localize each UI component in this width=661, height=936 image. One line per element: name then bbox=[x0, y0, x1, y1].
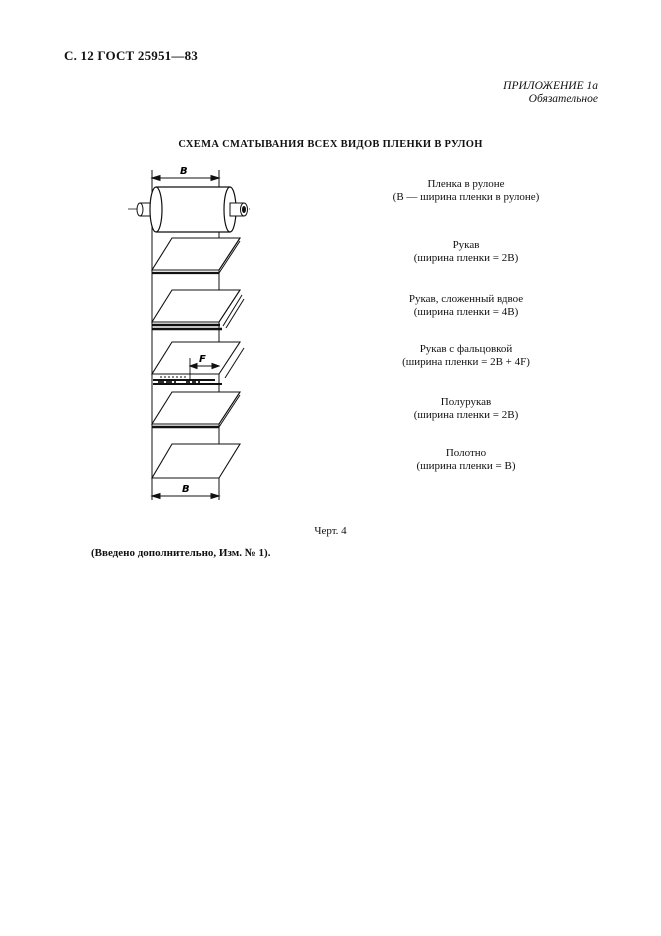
caption-sleeve-name: Рукав bbox=[452, 239, 480, 251]
page-header: С. 12 ГОСТ 25951—83 bbox=[64, 48, 198, 63]
sleeve-icon bbox=[152, 238, 240, 273]
caption-half-sleeve bbox=[346, 396, 586, 421]
caption-gusset-sleeve bbox=[346, 343, 586, 368]
caption-sleeve-detail: (ширина пленки = 2B) bbox=[413, 251, 519, 264]
caption-sheet-name: Полотно bbox=[445, 447, 487, 459]
scheme-title: СХЕМА СМАТЫВАНИЯ ВСЕХ ВИДОВ ПЛЕНКИ В РУЛОН bbox=[178, 139, 483, 150]
sleeve-folded-icon bbox=[152, 290, 244, 329]
sheet-icon bbox=[152, 444, 240, 478]
caption-sleeve-folded bbox=[346, 293, 586, 318]
caption-sleeve-folded-detail: (ширина пленки = 4B) bbox=[413, 305, 519, 318]
dimension-label-bottom: B bbox=[182, 484, 190, 495]
appendix-status: Обязательное bbox=[528, 93, 598, 105]
caption-roll-name: Пленка в рулоне bbox=[427, 178, 505, 190]
caption-sleeve bbox=[346, 239, 586, 264]
dimension-label-fold: F bbox=[199, 354, 206, 365]
caption-gusset-sleeve-name: Рукав с фальцовкой bbox=[419, 343, 513, 355]
dimension-label-top: B bbox=[180, 166, 188, 177]
caption-roll-detail: (B — ширина пленки в рулоне) bbox=[392, 190, 540, 203]
appendix-title: ПРИЛОЖЕНИЕ 1а bbox=[503, 80, 598, 92]
amendment-note: (Введено дополнительно, Изм. № 1). bbox=[91, 547, 271, 559]
caption-roll bbox=[346, 178, 586, 203]
caption-half-sleeve-detail: (ширина пленки = 2B) bbox=[413, 408, 519, 421]
caption-sheet-detail: (ширина пленки = B) bbox=[416, 459, 516, 472]
half-sleeve-icon bbox=[152, 392, 240, 427]
caption-sleeve-folded-name: Рукав, сложенный вдвое bbox=[408, 293, 524, 305]
figure-caption: Черт. 4 bbox=[314, 525, 347, 537]
caption-half-sleeve-name: Полурукав bbox=[440, 396, 492, 408]
roll-icon bbox=[128, 187, 250, 232]
gusset-sleeve-icon bbox=[152, 342, 244, 384]
caption-gusset-sleeve-detail: (ширина пленки = 2B + 4F) bbox=[402, 355, 530, 368]
caption-sheet bbox=[346, 447, 586, 472]
